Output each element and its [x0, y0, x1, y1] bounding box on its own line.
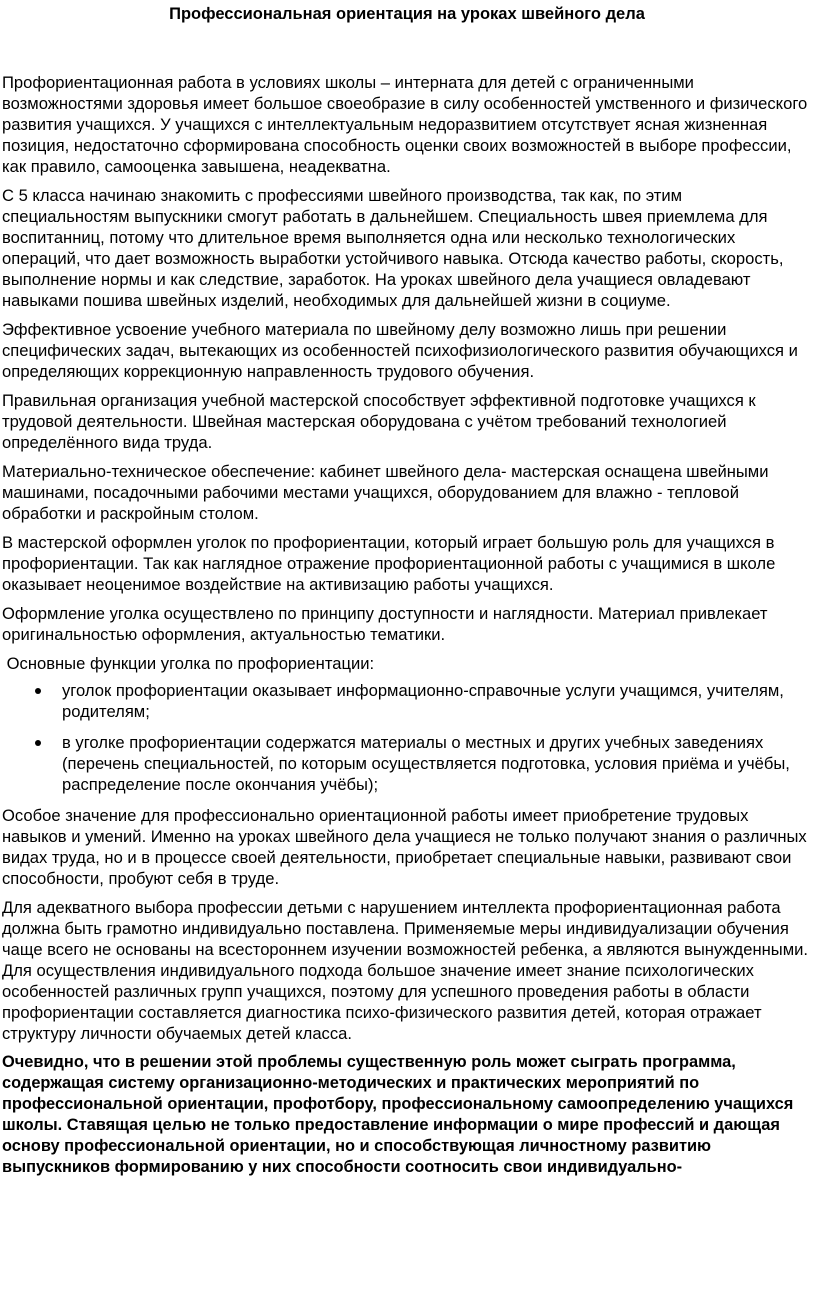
document-title: Профессиональная ориентация на уроках швейного дела [169, 5, 645, 23]
paragraph-workshop-organization: Правильная организация учебной мастерской способствует эффективной подготовке учащихся к трудовой деятельности. Швейная мастерская оборудована с учётом требований технологией определённого вида труда. [2, 391, 756, 452]
paragraph-effective-learning: Эффективное усвоение учебного материала по швейному делу возможно лишь при решении специфических задач, вытекающих из особенностей психофизиологического развития обучающихся и определяющих коррекционную направленность трудового обучения. [2, 320, 798, 381]
list-item [2, 732, 812, 795]
paragraph-program: Очевидно, что в решении этой проблемы существенную роль может сыграть программа, содержащая систему организационно-методических и практических мероприятий по профессиональной ориентации, профотбору, профессиональному самоопределению учащихся школы. Ставящая целью не только предоставление информации о мире профессий и дающая основу профессиональной ориентации, но и способствующая личностному развитию выпускников формированию у них способности соотносить свои индивидуально- [2, 1053, 794, 1176]
bullet-icon [35, 740, 41, 746]
paragraph-grade-5: С 5 класса начинаю знакомить с профессиями швейного производства, так как, по этим специальностям выпускники смогут работать в дальнейшем. Специальность швея приемлема для воспитанниц, потому что длительное время выполняется одна или несколько технологических операций, что дает возможность выработки устойчивого навыка. Отсюда качество работы, скорость, выполнение нормы и как следствие, заработок. На уроках швейного дела учащиеся овладевают навыками пошива швейных изделий, необходимых для дальнейшей жизни в социуме. [2, 186, 784, 310]
paragraph-corner-design: Оформление уголка осуществлено по принципу доступности и наглядности. Материал привлекает оригинальностью оформления, актуальностью тематики. [2, 604, 768, 644]
paragraph-equipment: Материально-техническое обеспечение: кабинет швейного дела- мастерская оснащена швейными машинами, посадочными рабочими местами учащихся, оборудованием для влажно - тепловой обработки и раскройным столом. [2, 462, 769, 523]
paragraph-individual-approach: Для адекватного выбора профессии детьми с нарушением интеллекта профориентационная работа должна быть грамотно индивидуально поставлена. Применяемые меры индивидуализации обучения чаще всего не основаны на всестороннем изучении возможностей ребенка, а являются вынужденными. Для осуществления индивидуального подхода большое значение имеет знание психологических особенностей различных групп учащихся, поэтому для успешного проведения работы в области профориентации составляется диагностика психо-физического развития детей, которая отражает структуру личности обучаемых детей класса. [2, 898, 808, 1043]
paragraph-functions-heading: Основные функции уголка по профориентации: [2, 654, 375, 673]
list-item [2, 680, 812, 722]
bullet-icon [35, 688, 41, 694]
functions-list [2, 680, 812, 795]
paragraph-skills: Особое значение для профессионально ориентационной работы имеет приобретение трудовых навыков и умений. Именно на уроках швейного дела учащиеся не только получают знания о различных видах труда, но и в процессе своей деятельности, приобретает специальные навыки, развивают свои способности, пробуют себя в труде. [2, 806, 807, 888]
paragraph-career-corner: В мастерской оформлен уголок по профориентации, который играет большую роль для учащихся в профориентации. Так как наглядное отражение профориентационной работы с учащимися в школе оказывает неоценимое воздействие на активизацию работы учащихся. [2, 533, 776, 594]
document-body [2, 72, 812, 1178]
paragraph-intro: Профориентационная работа в условиях школы – интерната для детей с ограниченными возможностями здоровья имеет большое своеобразие в силу особенностей умственного и физического развития учащихся. У учащихся с интеллектуальным недоразвитием отсутствует ясная жизненная позиция, недостаточно сформирована способность оценки своих возможностей в выборе профессии, как правило, самооценка завышена, неадекватна. [2, 73, 808, 176]
list-item-text: в уголке профориентации содержатся материалы о местных и других учебных заведениях (перечень специальностей, по которым осуществляется подготовка, условия приёма и учёбы, распределение после окончания учёбы); [62, 733, 790, 794]
list-item-text: уголок профориентации оказывает информационно-справочные услуги учащимся, учителям, родителям; [62, 681, 784, 721]
